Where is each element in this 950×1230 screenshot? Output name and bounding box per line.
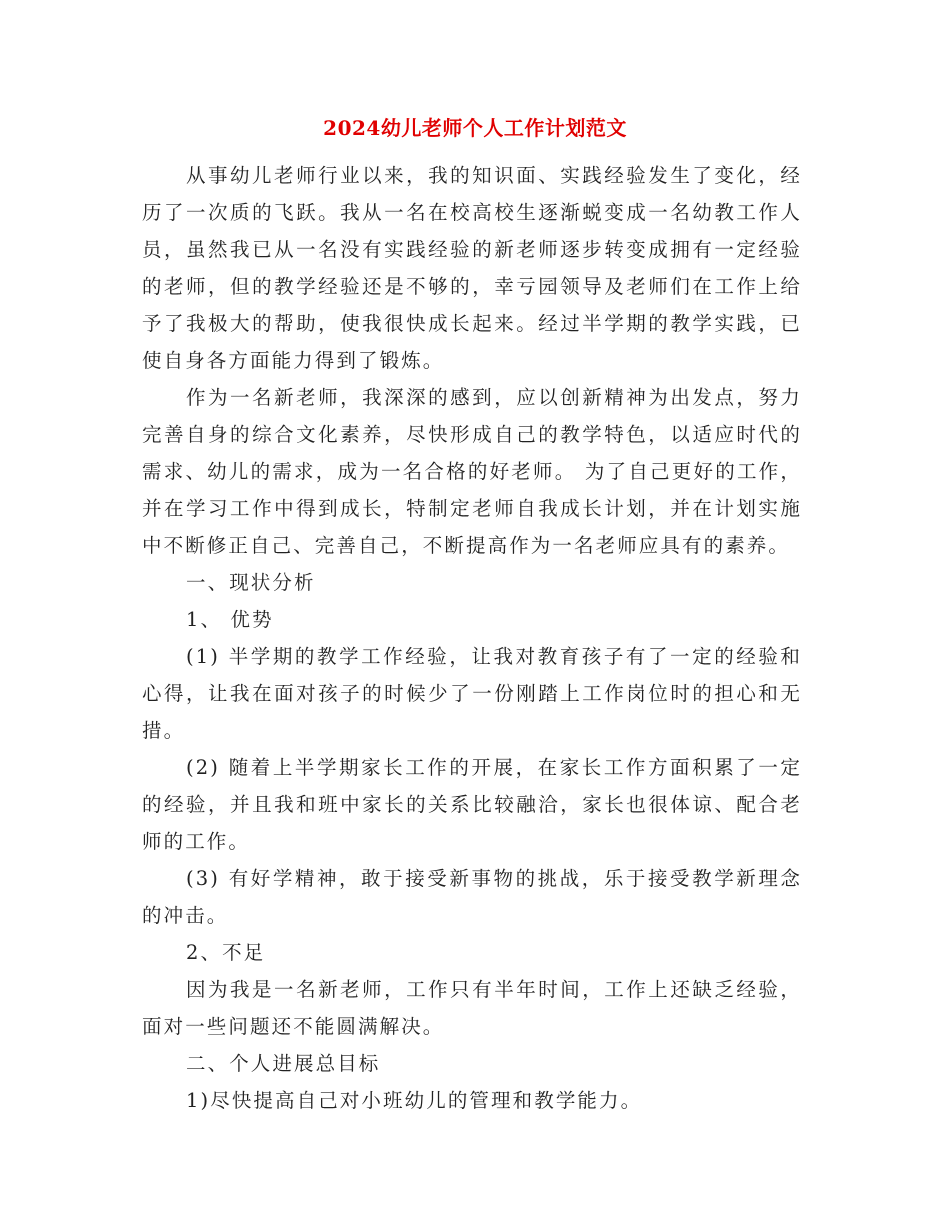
subheading-shortcomings: 2、不足 [186,941,266,964]
paragraph-goal: 作为一名新老师，我深深的感到，应以创新精神为出发点，努力完善自身的综合文化素养，尽快形成自己的教学特色，以适应时代的需求、幼儿的需求，成为一名合格的好老师。 为了自己更好的工作，并在学习工作中得到成长，特制定老师自我成长计划，并在计划实施中不断修正自己、完善自己，不断提高作为一名老师应具有的素养。 [142,386,802,557]
list-item-advantage-3: (3) 有好学精神，敢于接受新事物的挑战，乐于接受教学新理念的冲击。 [142,867,802,927]
list-item-advantage-2: (2) 随着上半学期家长工作的开展，在家长工作方面积累了一定的经验，并且我和班中家长的关系比较融洽，家长也很体谅、配合老师的工作。 [142,756,802,853]
document-title: 2024幼儿老师个人工作计划范文 [323,116,627,140]
subheading-advantages: 1、 优势 [186,608,274,631]
paragraph-intro: 从事幼儿老师行业以来，我的知识面、实践经验发生了变化，经历了一次质的飞跃。我从一名在校高校生逐渐蜕变成一名幼教工作人员，虽然我已从一名没有实践经验的新老师逐步转变成拥有一定经验的老师，但的教学经验还是不够的，幸亏园领导及老师们在工作上给予了我极大的帮助，使我很快成长起来。经过半学期的教学实践，已使自身各方面能力得到了锻炼。 [142,164,802,372]
list-item-goal-1: 1)尽快提高自己对小班幼儿的管理和教学能力。 [186,1089,643,1112]
paragraph-shortcomings: 因为我是一名新老师，工作只有半年时间，工作上还缺乏经验，面对一些问题还不能圆满解决。 [142,978,802,1038]
document-body [142,157,802,1119]
section-heading-goals: 二、个人进展总目标 [186,1052,381,1075]
list-item-advantage-1: (1) 半学期的教学工作经验，让我对教育孩子有了一定的经验和心得，让我在面对孩子的时候少了一份刚踏上工作岗位时的担心和无措。 [142,645,802,742]
section-heading-status: 一、现状分析 [186,571,316,594]
